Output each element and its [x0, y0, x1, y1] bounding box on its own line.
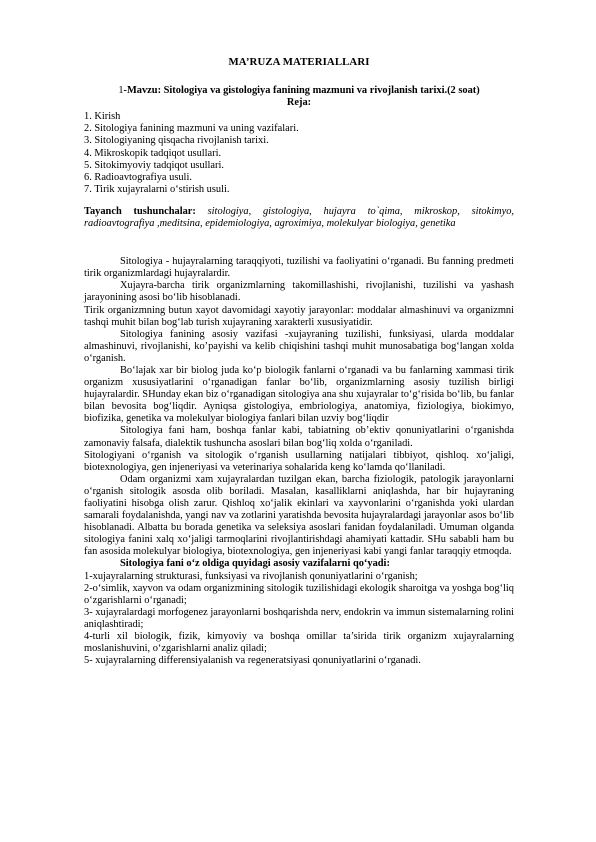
paragraph: Tirik organizmning butun xayot davomidagi xayotiy jarayonlar: moddalar almashinuvi va organizmni tashqi muhit bilan bog‘lab turish xujayraning xarakterli xususiyatidir.: [84, 304, 514, 328]
keywords-block: [84, 206, 514, 230]
plan-item: 4. Mikroskopik tadqiqot usullari.: [84, 147, 222, 159]
plan-item: 6. Radioavtografiya usuli.: [84, 171, 192, 183]
topic-number: 1: [118, 85, 124, 97]
plan-item: 5. Sitokimyoviy tadqiqot usullari.: [84, 159, 224, 171]
task-item: 4-turli xil biologik, fizik, kimyoviy va boshqa omillar ta’sirida tirik organizm xujayralarning moslanishuvini, o‘zgarishlarni analiz qiladi;: [84, 631, 514, 655]
paragraph: Bo‘lajak xar bir biolog juda ko‘p biologik fanlarni o‘rganadi va bu fanlarning xammasi tirik organizm xususiyatlarini o‘rganadigan fanlar bo‘lib, organizmlarning asosiy tuzilish birligi hujayralardir. SHunday ekan biz o‘rganadigan sitologiya ana shu xujayralar to‘g‘risida bo‘lib, bu fanlar bilan bevosita bog‘liqdir. Ayniqsa gistologiya, embriologiya, anatomiya, fiziologiya, biokimyo, biofizika, genetika va molekulyar biologiya fanlari bilan uzviy bog‘liqdir: [84, 364, 514, 425]
plan-item: 7. Tirik xujayralarni o‘stirish usuli.: [84, 183, 230, 195]
task-item: 2-o‘simlik, xayvon va odam organizmining sitologik tuzilishidagi ekologik sharoitga va yoshga bog‘liq o‘zgarishlarni o‘rganadi;: [84, 582, 514, 606]
task-item: 3- xujayralardagi morfogenez jarayonlarni boshqarishda nerv, endokrin va immun sistemalarning rolini aniqlashtiradi;: [84, 606, 514, 630]
plan-heading: Reja:: [286, 97, 312, 109]
task-item: 1-xujayralarning strukturasi, funksiyasi va rivojlanish qonuniyatlarini o‘rganish;: [84, 570, 418, 582]
paragraph: Sitologiya - hujayralarning taraqqiyoti, tuzilishi va faoliyatini o‘rganadi. Bu fanning predmeti tirik organizmlardagi hujayralardir.: [84, 256, 514, 280]
paragraph: Sitologiya fanining asosiy vazifasi -xujayraning tuzilishi, funksiyasi, ularda moddalar almashinuvi, rivojlanishi, ko’payishi va kelib chiqishini tashqi muhit munosabatiga bog‘langan xolda o‘rganish.: [84, 328, 514, 364]
topic-heading: [84, 85, 514, 97]
plan-item: 1. Kirish: [84, 111, 121, 123]
paragraph: Sitologiyani o‘rganish va sitologik o‘rganish usullarning natijalari tibbiyot, qishloq. xo‘jaligi, biotexnologiya, gen injeneriyasi va veterinariya sohalarida keng ko‘lamda qo‘llaniladi.: [84, 449, 514, 473]
paragraph: Sitologiya fani ham, boshqa fanlar kabi, tabiatning ob’ektiv qonuniyatlarini o‘rganishda zamonaviy falsafa, dialektik tushuncha asoslari bilan bog‘liq xolda o‘rganiladi.: [84, 425, 514, 449]
paragraph: Xujayra-barcha tirik organizmlarning takomillashishi, rivojlanishi, tuzilishi va yashash jarayonining asosi bo‘lib hisoblanadi.: [84, 280, 514, 304]
plan-item: 3. Sitologiyaning qisqacha rivojlanish tarixi.: [84, 135, 269, 147]
tasks-subheading: Sitologiya fani o‘z oldiga quyidagi asosiy vazifalarni qo‘yadi:: [120, 558, 390, 570]
keywords-heading: Tayanch tushunchalar:: [84, 205, 196, 217]
keywords-text: sitologiya, gistologiya, hujayra to`qima, mikroskop, sitokimyo, radioavtografiya ,meditsina, epidemiologiya, agroximiya, molekulyar biologiya, genetika: [84, 205, 514, 230]
paragraph: Odam organizmi xam xujayralardan tuzilgan ekan, barcha fiziologik, patologik jarayonlarni o‘rganish sitologik asosda olib boriladi. Masalan, kasalliklarni aniqlashda, har bir hujayraning faoliyatini hisobga olish zarur. Qishloq xo‘jalik ekinlari va xayvonlarini o‘rganishda yoki ulardan samarali foydalanishda, yangi nav va zotlarini yaratishda bevosita hujayralardagi jarayonlar asos bo‘lib hisoblanadi. Albatta bu borada genetika va seleksiya asoslari fanidan foydalaniladi. Umuman olganda sitologiya fanini xalq xo‘jaligi tarmoqlarini rivojlantirishdagi ahamiyati kattadir. SHu sababli ham bu fan asosida molekulyar biologiya, biotexnologiya, gen injeneriyasi kabi yangi fanlar taraqqiy etmoqda.: [84, 473, 514, 558]
plan-list: [84, 111, 514, 196]
task-item: 5- xujayralarning differensiyalanish va regeneratsiyasi qonuniyatlarini o‘rganadi.: [84, 655, 421, 667]
document-title: MA’RUZA MATERIALLARI: [228, 56, 370, 68]
plan-item: 2. Sitologiya fanining mazmuni va uning vazifalari.: [84, 123, 299, 135]
topic-text: -Mavzu: Sitologiya va gistologiya fanining mazmuni va rivojlanish tarixi.(2 soat): [123, 85, 480, 97]
